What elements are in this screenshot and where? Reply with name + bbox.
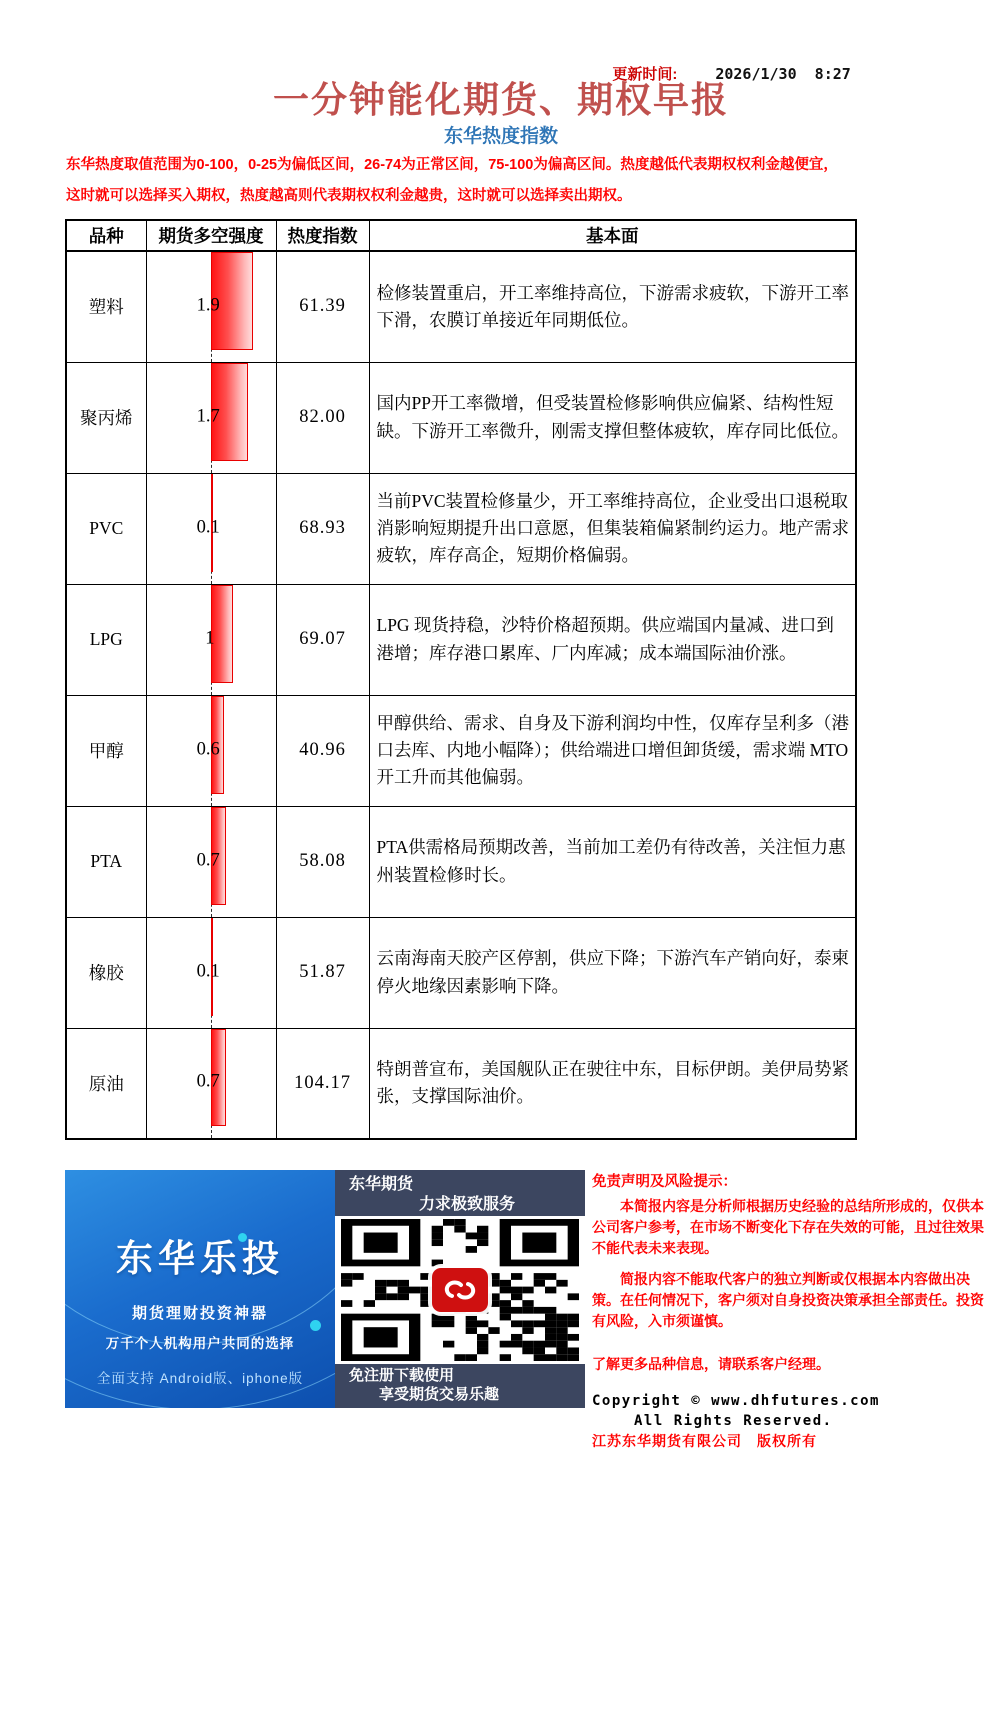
strength-cell <box>146 806 276 917</box>
strength-cell <box>146 473 276 584</box>
commodity-name: 橡胶 <box>66 917 146 1028</box>
heat-index-value: 51.87 <box>276 917 369 1028</box>
qr-header-line-2: 力求极致服务 <box>419 1196 516 1213</box>
disclaimer-paragraph-1: 本简报内容是分析师根据历史经验的总结所形成的，仅供本公司客户参考，在市场不断变化下存在失效的可能，且过往效果不能代表未来表现。 <box>592 1197 984 1256</box>
header-commodity: 品种 <box>66 220 146 251</box>
commodity-name: PVC <box>66 473 146 584</box>
strength-cell <box>146 1028 276 1139</box>
banner-tagline-1: 期货理财投资神器 <box>131 1305 268 1322</box>
heat-index-value: 61.39 <box>276 251 369 362</box>
contact-note: 了解更多品种信息，请联系客户经理。 <box>592 1355 830 1372</box>
table-body <box>66 251 856 1139</box>
disclaimer-paragraph-2: 简报内容不能取代客户的独立判断或仅根据本内容做出决策。在任何情况下，客户须对自身投资决策承担全部责任。投资有风险，入市须谨慎。 <box>592 1270 984 1329</box>
banner-tagline-2: 万千个人机构用户共同的选择 <box>105 1336 295 1351</box>
heat-index-value: 68.93 <box>276 473 369 584</box>
table-row <box>66 806 856 917</box>
strength-value: 0.6 <box>196 739 220 760</box>
strength-cell <box>146 251 276 362</box>
commodity-name: LPG <box>66 584 146 695</box>
qr-footer-line-1: 免注册下载使用 <box>349 1367 455 1384</box>
heat-index-note <box>66 150 940 212</box>
strength-cell <box>146 362 276 473</box>
heat-index-value: 40.96 <box>276 695 369 806</box>
heat-index-value: 82.00 <box>276 362 369 473</box>
table-row <box>66 1028 856 1139</box>
qr-footer-line-2: 享受期货交易乐趣 <box>379 1386 500 1403</box>
table-row <box>66 695 856 806</box>
table-row <box>66 584 856 695</box>
copyright-line-2: All Rights Reserved. <box>634 1413 833 1430</box>
qr-header-line-1: 东华期货 <box>349 1176 414 1193</box>
banner-tagline-3: 全面支持 Android版、iphone版 <box>96 1371 304 1386</box>
strength-value: 1.9 <box>196 295 220 316</box>
strength-value: 0.7 <box>196 850 220 871</box>
strength-cell <box>146 695 276 806</box>
strength-value: 1 <box>205 628 215 649</box>
heat-index-table <box>65 219 857 1140</box>
disclaimer-block <box>592 1172 986 1452</box>
table-row <box>66 917 856 1028</box>
strength-cell <box>146 584 276 695</box>
note-line-2: 这时就可以选择买入期权，热度越高则代表期权权利金越贵，这时就可以选择卖出期权。 <box>66 188 632 204</box>
commodity-name: PTA <box>66 806 146 917</box>
fundamental-text: 当前PVC装置检修量少，开工率维持高位，企业受出口退税取消影响短期提升出口意愿，但集装箱偏紧制约运力。地产需求疲软，库存高企，短期价格偏弱。 <box>369 473 856 584</box>
fundamental-text: 特朗普宣布，美国舰队正在驶往中东，目标伊朗。美伊局势紧张，支撑国际油价。 <box>369 1028 856 1139</box>
table-row <box>66 473 856 584</box>
page-subtitle: 东华热度指数 <box>443 126 558 147</box>
fundamental-text: LPG 现货持稳，沙特价格超预期。供应端国内量减、进口到港增；库存港口累库、厂内库减；成本端国际油价涨。 <box>369 584 856 695</box>
fundamental-text: 国内PP开工率微增，但受装置检修影响供应偏紧、结构性短缺。下游开工率微升，刚需支撑但整体疲软，库存同比低位。 <box>369 362 856 473</box>
app-promo-banner <box>65 1170 335 1408</box>
qr-code-area <box>335 1216 585 1364</box>
copyright-line-1: Copyright © www.dhfutures.com <box>592 1392 880 1409</box>
dh-logo-icon <box>440 1275 480 1305</box>
fundamental-text: 检修装置重启，开工率维持高位，下游需求疲软，下游开工率下滑，农膜订单接近年同期低位。 <box>369 251 856 362</box>
copyright-block <box>592 1391 986 1452</box>
qr-panel-header <box>335 1170 585 1215</box>
strength-value: 0.1 <box>196 961 220 982</box>
commodity-name: 聚丙烯 <box>66 362 146 473</box>
update-time-value: 2026/1/30 8:27 <box>715 65 851 83</box>
table-header-row <box>66 220 856 251</box>
strength-cell <box>146 917 276 1028</box>
fundamental-text: 甲醇供给、需求、自身及下游利润均中性，仅库存呈利多（港口去库、内地小幅降）；供给端进口增但卸货缓，需求端 MTO 开工升而其他偏弱。 <box>369 695 856 806</box>
fundamental-text: PTA供需格局预期改善，当前加工差仍有待改善，关注恒力惠州装置检修时长。 <box>369 806 856 917</box>
disclaimer-title: 免责声明及风险提示： <box>592 1174 737 1190</box>
heat-index-value: 104.17 <box>276 1028 369 1139</box>
commodity-name: 原油 <box>66 1028 146 1139</box>
qr-panel <box>335 1170 585 1408</box>
commodity-name: 塑料 <box>66 251 146 362</box>
header-fundamental: 基本面 <box>369 220 856 251</box>
qr-center-logo <box>432 1268 488 1312</box>
strength-value: 0.7 <box>196 1071 220 1092</box>
header-heat-index: 热度指数 <box>276 220 369 251</box>
commodity-name: 甲醇 <box>66 695 146 806</box>
qr-panel-footer <box>335 1363 585 1408</box>
copyright-line-3: 江苏东华期货有限公司 版权所有 <box>592 1433 817 1450</box>
heat-index-value: 69.07 <box>276 584 369 695</box>
note-line-1: 东华热度取值范围为0-100，0-25为偏低区间，26-74为正常区间，75-100为偏高区间。热度越低代表期权权利金越便宜， <box>66 157 838 173</box>
strength-value: 0.1 <box>196 517 220 538</box>
update-time-label: 更新时间: <box>612 66 678 83</box>
table-row <box>66 251 856 362</box>
fundamental-text: 云南海南天胶产区停割，供应下降；下游汽车产销向好，泰柬停火地缘因素影响下降。 <box>369 917 856 1028</box>
strength-value: 1.7 <box>196 406 220 427</box>
app-name: 东华乐投 <box>116 1238 284 1279</box>
heat-index-value: 58.08 <box>276 806 369 917</box>
table-row <box>66 362 856 473</box>
page-title: 一分钟能化期货、期权早报 <box>272 80 729 120</box>
header-strength: 期货多空强度 <box>146 220 276 251</box>
